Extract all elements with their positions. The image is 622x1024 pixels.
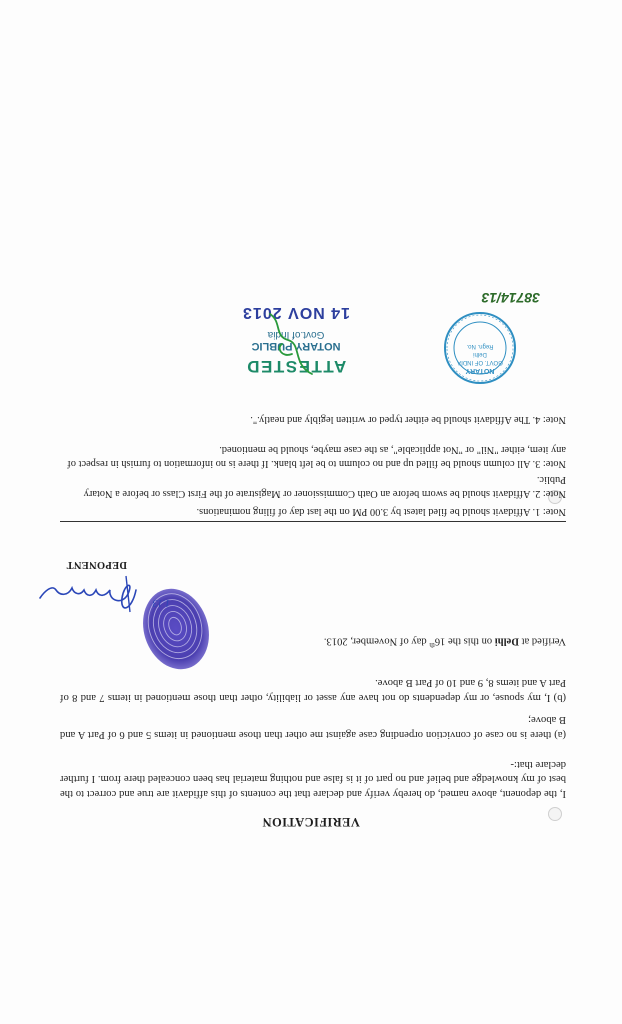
round-seal-line-3: Delhi: [473, 351, 487, 357]
fingerprint-image: [140, 586, 212, 672]
verified-suffix: day of November, 2013.: [323, 635, 430, 647]
stamp-date: 14 NOV 2013: [242, 304, 350, 321]
verification-intro: I, the deponent, above named, do hereby verify and declare that the contents of this affidavit are true and correct to the best of my knowledge and belief and no part of it is false and nothing material has been concealed there from. I further declare that:-: [60, 759, 566, 799]
round-seal-line-2: GOVT. OF INDIA: [457, 359, 503, 365]
verified-place: Delhi: [494, 635, 519, 647]
handwritten-registration-number: 38714/13: [481, 290, 540, 306]
note-4: Note: 4. The Affidavit should be either typed or written legibly and neatly.".: [250, 414, 566, 425]
notary-signature: [252, 304, 322, 384]
signature-date: 1.13: [152, 597, 170, 608]
verified-sup: th: [429, 641, 435, 649]
verified-mid: on this the 16: [434, 635, 495, 647]
verified-prefix: Verified at: [518, 635, 566, 647]
round-seal-text: [442, 342, 518, 374]
deponent-label: DEPONENT: [66, 559, 127, 570]
govt-label: Govt.of India: [267, 329, 325, 340]
document-title: VERIFICATION: [262, 815, 360, 829]
attested-label: ATTESTED: [245, 357, 347, 376]
round-seal-line-4: Regn. No.: [466, 343, 494, 349]
clause-a: (a) there is no case of conviction orpending case against me other than those mentioned in items 5 and 6 of Part A and B above;: [60, 714, 566, 740]
notes-divider: [60, 521, 566, 522]
note-3: Note: 3. All column should be filled up and no column to be left blank. If there is no information to furnish in respect of any item, either "Nil" or "Not applicable", as the case maybe, should be mentioned.: [67, 444, 566, 469]
round-seal-line-1: NOTARY: [465, 367, 495, 374]
note-1: Note: 1. Affidavit should be filed latest by 3.00 PM on the last day of filing nominations.: [196, 506, 566, 517]
clause-b: (b) I, my spouse, or my dependents do not have any asset or liability, other than those mentioned in items 7 and 8 of Part A and items 8, 9 and 10 of Part B above.: [60, 677, 566, 703]
notary-public-label: NOTARY PUBLIC: [251, 340, 341, 352]
deponent-signature: [34, 572, 144, 620]
note-2: Note: 2. Affidavit should be sworn before an Oath Commissioner or Magistrate of the First Class or before a Notary Public.: [83, 474, 566, 499]
